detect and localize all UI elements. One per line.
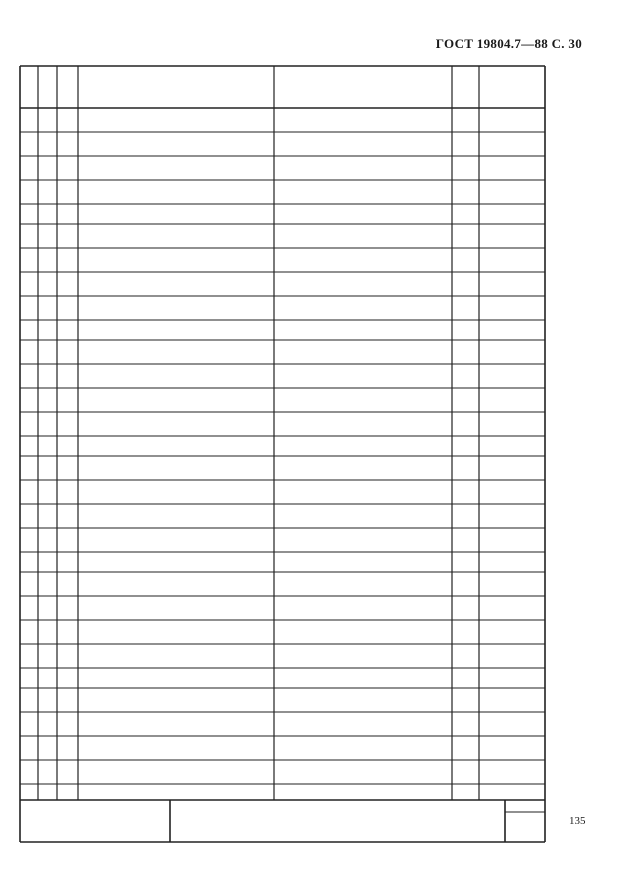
- page-header: ГОСТ 19804.7—88 С. 30: [435, 36, 582, 51]
- page-number: 135: [569, 815, 586, 827]
